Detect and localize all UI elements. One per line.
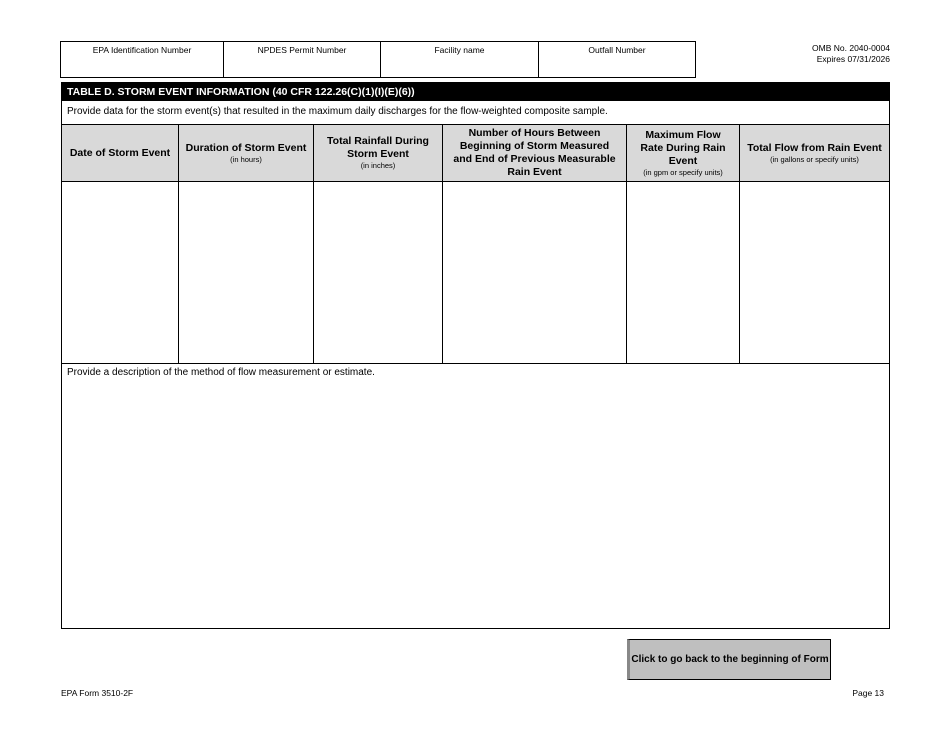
date-input[interactable]	[62, 182, 179, 363]
max-flow-input[interactable]	[627, 182, 740, 363]
col-label: Date of Storm Event	[69, 146, 171, 159]
field-label: Outfall Number	[588, 45, 646, 55]
outfall-number-field[interactable]	[538, 41, 696, 78]
col-date	[62, 125, 179, 181]
col-unit: (in gallons or specify units)	[770, 154, 859, 164]
table-row	[62, 182, 889, 364]
col-label: Total Flow from Rain Event	[747, 141, 882, 154]
col-label: Duration of Storm Event	[185, 141, 307, 154]
total-flow-input[interactable]	[740, 182, 889, 363]
form-number: EPA Form 3510-2F	[61, 688, 134, 698]
col-unit: (in gpm or specify units)	[643, 167, 723, 177]
page-number: Page 13	[852, 688, 884, 698]
rainfall-input[interactable]	[314, 182, 443, 363]
omb-info	[812, 43, 890, 65]
col-label: Maximum Flow Rate During Rain Event	[640, 128, 726, 167]
col-unit: (in inches)	[360, 161, 396, 170]
table-title: TABLE D. STORM EVENT INFORMATION (40 CFR 122.26(C)(1)(I)(E)(6))	[62, 83, 889, 101]
back-to-beginning-button[interactable]: Click to go back to the beginning of Form	[627, 639, 831, 680]
field-label: NPDES Permit Number	[257, 45, 347, 55]
col-total-flow	[740, 125, 889, 181]
col-max-flow	[627, 125, 740, 181]
description-prompt: Provide a description of the method of flow measurement or estimate.	[67, 367, 375, 378]
duration-input[interactable]	[179, 182, 314, 363]
facility-name-field[interactable]	[380, 41, 539, 78]
col-label: Number of Hours Between Beginning of Storm Measured and End of Previous Measurable Rain Event	[453, 127, 616, 178]
storm-event-table	[61, 82, 890, 629]
col-rainfall	[314, 125, 443, 181]
omb-number: OMB No. 2040-0004	[812, 43, 890, 53]
omb-expires: Expires 07/31/2026	[816, 54, 890, 64]
npdes-permit-field[interactable]	[223, 41, 381, 78]
field-label: EPA Identification Number	[92, 45, 192, 55]
col-label: Total Rainfall During Storm Event	[327, 135, 429, 160]
table-instruction: Provide data for the storm event(s) that resulted in the maximum daily discharges for the flow-weighted composite sample.	[62, 101, 889, 125]
col-unit: (in hours)	[230, 154, 262, 164]
col-hours-between	[443, 125, 627, 181]
col-duration	[179, 125, 314, 181]
table-header-row	[62, 125, 889, 182]
field-label: Facility name	[434, 45, 485, 55]
hours-between-input[interactable]	[443, 182, 627, 363]
flow-method-description-field[interactable]	[62, 364, 889, 629]
epa-id-field[interactable]	[60, 41, 224, 78]
